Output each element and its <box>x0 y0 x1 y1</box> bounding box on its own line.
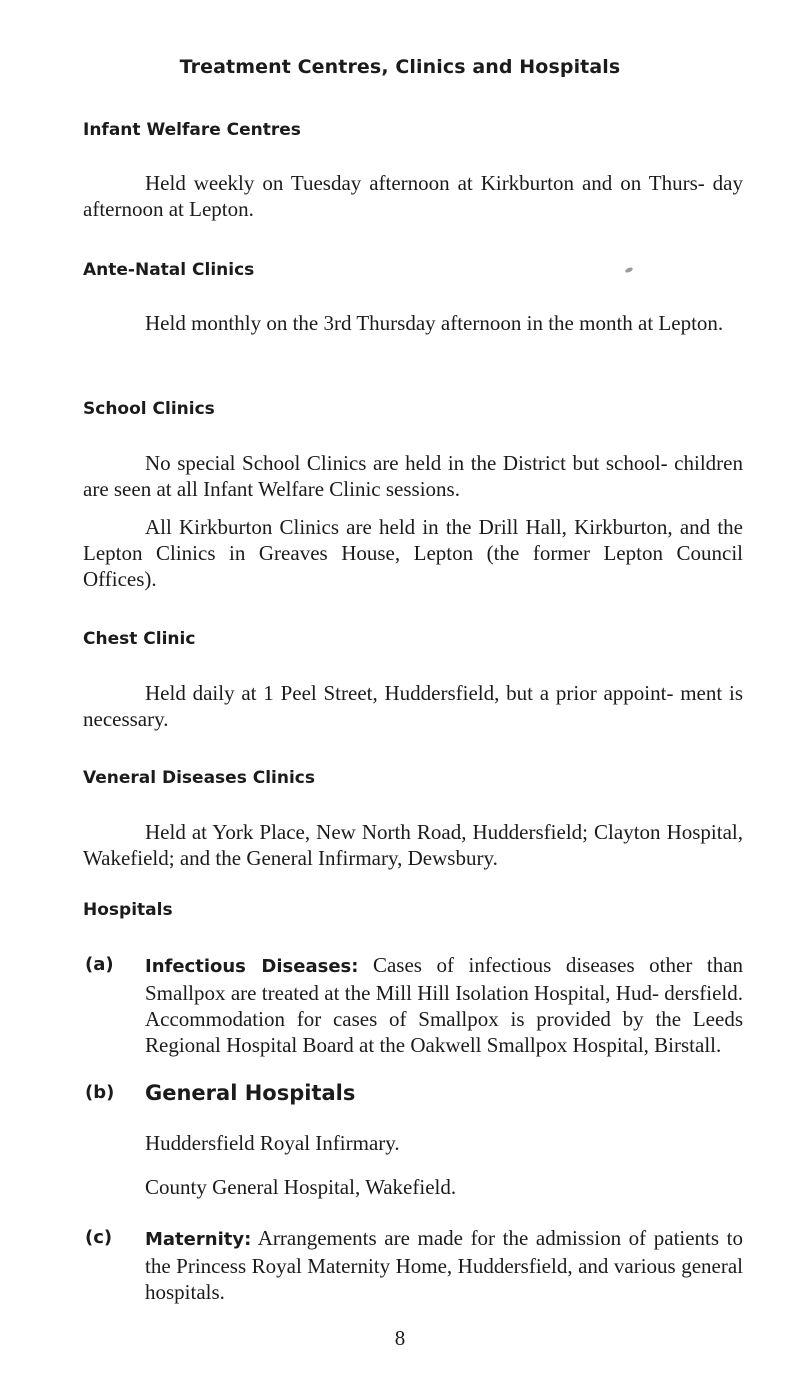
para-ante-natal: Held monthly on the 3rd Thursday afternoon in the month at Lepton. <box>145 311 724 335</box>
para-venereal: Held at York Place, New North Road, Huddersfield; Clayton Hospital, Wakefield; and the General Infirmary, Dewsbury. <box>83 820 743 870</box>
scan-mark <box>625 266 634 273</box>
item-label-a: (a) <box>85 954 114 975</box>
hospital-line-2: County General Hospital, Wakefield. <box>145 1175 457 1199</box>
page-number: 8 <box>394 1326 406 1350</box>
heading-chest-clinic: Chest Clinic <box>83 629 196 649</box>
para-school-clinics-2: All Kirkburton Clinics are held in the Drill Hall, Kirkburton, and the Lepton Clinics in Greaves House, Lepton (the former Lepton Council Offices). <box>83 515 743 591</box>
heading-school-clinics: School Clinics <box>83 399 215 419</box>
para-chest-clinic: Held daily at 1 Peel Street, Huddersfield, but a prior appoint- ment is necessary. <box>83 681 743 731</box>
para-infant-welfare: Held weekly on Tuesday afternoon at Kirkburton and on Thurs- day afternoon at Lepton. <box>83 171 743 221</box>
item-text-a: Cases of infectious diseases other than Smallpox are treated at the Mill Hill Isolation Hospital, Hud- dersfield. Accommodation for cases of Smallpox is provided by the Leeds Regional Hospital Board at the Oakwell Smallpox Hospital, Birstall. <box>145 953 744 1057</box>
heading-ante-natal: Ante-Natal Clinics <box>83 260 255 280</box>
hospital-line-1: Huddersfield Royal Infirmary. <box>145 1131 400 1155</box>
heading-infant-welfare: Infant Welfare Centres <box>83 120 301 140</box>
item-body-a <box>145 952 743 1058</box>
item-title-a: Infectious Diseases: <box>145 956 359 977</box>
item-text-c: Arrangements are made for the admission of patients to the Princess Royal Maternity Home, Huddersfield, and various general hospitals. <box>145 1226 743 1304</box>
item-body-c <box>145 1225 743 1305</box>
item-title-c: Maternity: <box>145 1229 252 1250</box>
para-school-clinics-1: No special School Clinics are held in the District but school- children are seen at all Infant Welfare Clinic sessions. <box>83 451 743 501</box>
item-label-c: (c) <box>85 1227 113 1248</box>
heading-venereal: Veneral Diseases Clinics <box>83 768 315 788</box>
heading-hospitals: Hospitals <box>83 900 173 920</box>
item-label-b: (b) <box>85 1082 115 1103</box>
item-title-b: General Hospitals <box>145 1081 356 1105</box>
page-title: Treatment Centres, Clinics and Hospitals <box>179 56 621 78</box>
